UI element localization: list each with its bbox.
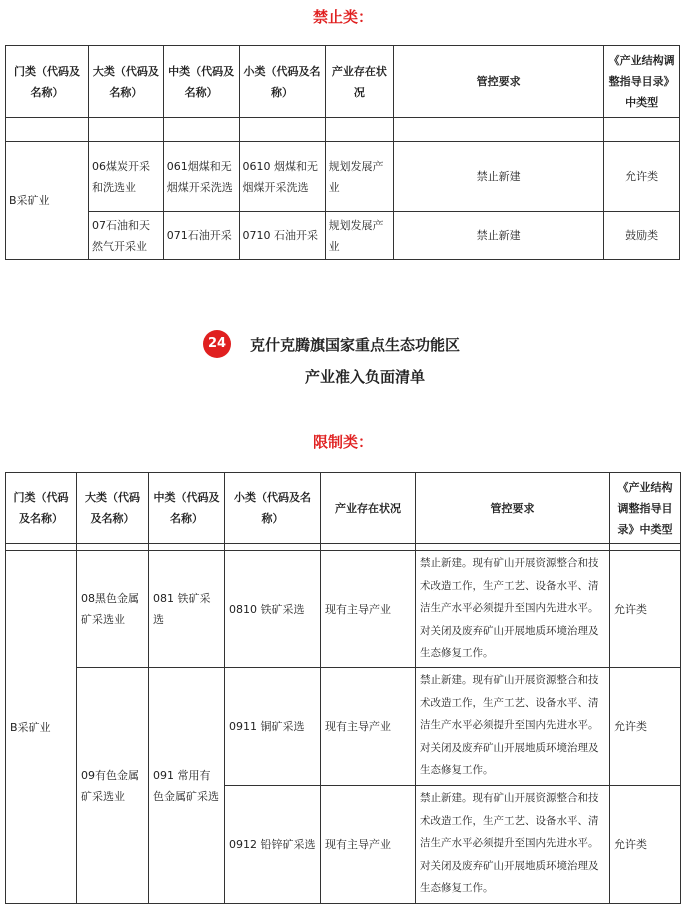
header-category: 门类（代码及名称） [6, 46, 89, 118]
control-cell: 禁止新建。现有矿山开展资源整合和技术改造工作，生产工艺、设备水平、清洁生产水平必须提升至国内先进水平。对关闭及废弃矿山开展地质环境治理及生态修复工作。 [416, 786, 610, 904]
type-cell: 允许类 [610, 668, 681, 786]
control-cell: 禁止新建 [394, 142, 604, 212]
type-cell: 允许类 [610, 551, 681, 668]
control-cell: 禁止新建 [394, 212, 604, 260]
major-cell: 07石油和天然气开采业 [88, 212, 163, 260]
minor-cell: 0810 铁矿采选 [225, 551, 321, 668]
major-cell: 06煤炭开采和洗选业 [88, 142, 163, 212]
minor-cell: 0911 铜矿采选 [225, 668, 321, 786]
control-cell: 禁止新建。现有矿山开展资源整合和技术改造工作，生产工艺、设备水平、清洁生产水平必须提升至国内先进水平。对关闭及废弃矿山开展地质环境治理及生态修复工作。 [416, 551, 610, 668]
major-cell: 09有色金属矿采选业 [77, 668, 149, 904]
table-row [6, 551, 681, 668]
type-cell: 允许类 [610, 786, 681, 904]
restricted-table [5, 472, 681, 904]
restricted-section-title: 限制类： [312, 433, 373, 451]
category-cell: B采矿业 [6, 142, 89, 260]
category-cell: B采矿业 [6, 551, 77, 904]
header-type: 《产业结构调整指导目录》中类型 [610, 473, 681, 544]
prohibited-table [5, 45, 680, 260]
minor-cell: 0710 石油开采 [239, 212, 325, 260]
header-status: 产业存在状况 [321, 473, 416, 544]
heading-line-2: 产业准入负面清单 [305, 368, 426, 386]
header-type: 《产业结构调整指导目录》中类型 [604, 46, 680, 118]
status-cell: 现有主导产业 [321, 786, 416, 904]
type-cell: 允许类 [604, 142, 680, 212]
header-major: 大类（代码及名称） [77, 473, 149, 544]
minor-cell: 0610 烟煤和无烟煤开采洗选 [239, 142, 325, 212]
table-row [6, 212, 680, 260]
medium-cell: 061烟煤和无烟煤开采洗选 [163, 142, 239, 212]
status-cell: 现有主导产业 [321, 551, 416, 668]
status-cell: 现有主导产业 [321, 668, 416, 786]
table-row [6, 142, 680, 212]
medium-cell: 071石油开采 [163, 212, 239, 260]
header-control: 管控要求 [416, 473, 610, 544]
header-medium: 中类（代码及名称） [149, 473, 225, 544]
section-number-badge: 24 [203, 330, 231, 358]
header-control: 管控要求 [394, 46, 604, 118]
header-minor: 小类（代码及名称） [239, 46, 325, 118]
control-cell: 禁止新建。现有矿山开展资源整合和技术改造工作，生产工艺、设备水平、清洁生产水平必须提升至国内先进水平。对关闭及废弃矿山开展地质环境治理及生态修复工作。 [416, 668, 610, 786]
medium-cell: 081 铁矿采选 [149, 551, 225, 668]
header-status: 产业存在状况 [325, 46, 394, 118]
header-major: 大类（代码及名称） [88, 46, 163, 118]
table-row [6, 668, 681, 786]
major-cell: 08黑色金属矿采选业 [77, 551, 149, 668]
header-category: 门类（代码及名称） [6, 473, 77, 544]
type-cell: 鼓励类 [604, 212, 680, 260]
status-cell: 规划发展产业 [325, 212, 394, 260]
minor-cell: 0912 铅锌矿采选 [225, 786, 321, 904]
medium-cell: 091 常用有色金属矿采选 [149, 668, 225, 904]
prohibited-section-title: 禁止类： [312, 8, 373, 26]
status-cell: 规划发展产业 [325, 142, 394, 212]
header-medium: 中类（代码及名称） [163, 46, 239, 118]
header-minor: 小类（代码及名称） [225, 473, 321, 544]
heading-line-1: 克什克腾旗国家重点生态功能区 [250, 336, 461, 354]
